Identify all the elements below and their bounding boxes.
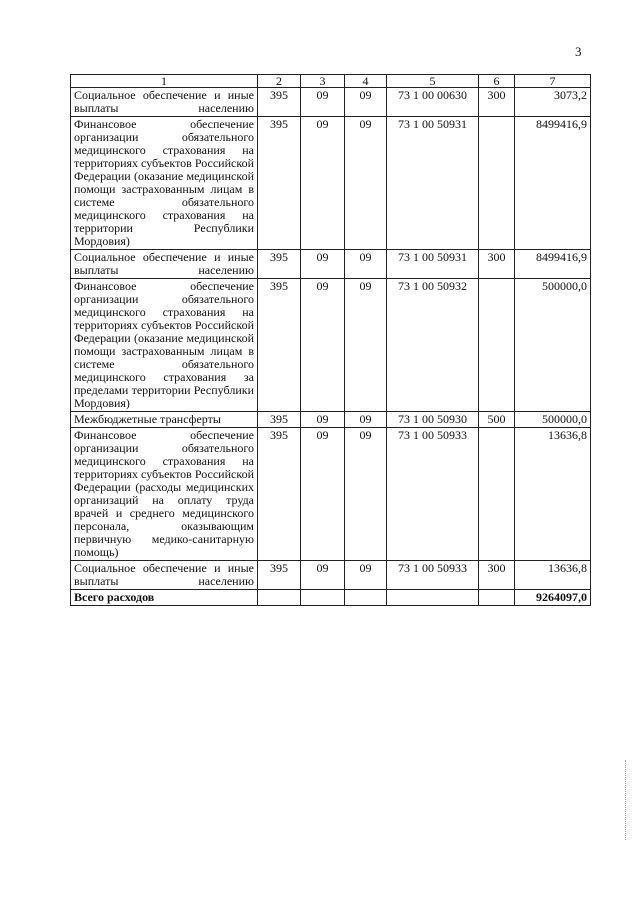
total-row (71, 590, 591, 606)
row-ministry-code: 395 (258, 561, 301, 590)
table-row (71, 88, 591, 117)
row-subsection-code: 09 (345, 279, 387, 412)
row-amount: 13636,8 (515, 428, 591, 561)
row-ministry-code: 395 (258, 117, 301, 250)
table-row (71, 279, 591, 412)
header-cell: 6 (479, 75, 515, 88)
row-amount: 500000,0 (515, 279, 591, 412)
row-target-article: 73 1 00 50930 (387, 412, 479, 428)
total-label: Всего расходов (71, 590, 258, 606)
row-ministry-code: 395 (258, 279, 301, 412)
row-name: Финансовое обеспечение организации обязательного медицинского страхования на территориях субъектов Российской Федерации (оказание медицинской помощи застрахованным лицам в системе обязательного медицинского страхования за пределами территории Республики Мордовия) (71, 279, 258, 412)
table-row (71, 250, 591, 279)
row-name: Финансовое обеспечение организации обязательного медицинского страхования на территориях субъектов Российской Федерации (оказание медицинской помощи застрахованным лицам в системе обязательного медицинского страхования на территории Республики Мордовия) (71, 117, 258, 250)
table-row (71, 428, 591, 561)
row-name: Финансовое обеспечение организации обязательного медицинского страхования на территориях субъектов Российской Федерации (расходы медицинских организаций на оплату труда врачей и среднего медицинского персонала, оказывающим первичную медико-санитарную помощь) (71, 428, 258, 561)
scan-margin-marks (623, 760, 626, 840)
row-name: Социальное обеспечение и иные выплаты населению (71, 561, 258, 590)
empty-cell (387, 590, 479, 606)
row-target-article: 73 1 00 50933 (387, 561, 479, 590)
header-cell: 7 (515, 75, 591, 88)
row-ministry-code: 395 (258, 428, 301, 561)
empty-cell (345, 590, 387, 606)
row-expense-type: 300 (479, 250, 515, 279)
row-section-code: 09 (301, 561, 345, 590)
row-section-code: 09 (301, 250, 345, 279)
row-target-article: 73 1 00 50932 (387, 279, 479, 412)
row-ministry-code: 395 (258, 250, 301, 279)
row-section-code: 09 (301, 88, 345, 117)
row-amount: 8499416,9 (515, 250, 591, 279)
header-cell: 1 (71, 75, 258, 88)
row-amount: 3073,2 (515, 88, 591, 117)
row-name: Социальное обеспечение и иные выплаты населению (71, 250, 258, 279)
row-subsection-code: 09 (345, 428, 387, 561)
row-section-code: 09 (301, 428, 345, 561)
header-row (71, 75, 591, 88)
row-expense-type: 300 (479, 88, 515, 117)
header-cell: 3 (301, 75, 345, 88)
header-cell: 5 (387, 75, 479, 88)
header-cell: 4 (345, 75, 387, 88)
empty-cell (479, 590, 515, 606)
empty-cell (301, 590, 345, 606)
table-row (71, 412, 591, 428)
row-subsection-code: 09 (345, 412, 387, 428)
table-row (71, 561, 591, 590)
row-subsection-code: 09 (345, 561, 387, 590)
row-amount: 13636,8 (515, 561, 591, 590)
row-expense-type: 500 (479, 412, 515, 428)
page-number: 3 (575, 44, 582, 59)
header-cell: 2 (258, 75, 301, 88)
row-amount: 8499416,9 (515, 117, 591, 250)
row-ministry-code: 395 (258, 412, 301, 428)
budget-table (70, 74, 591, 606)
row-target-article: 73 1 00 50931 (387, 117, 479, 250)
empty-cell (258, 590, 301, 606)
row-name: Межбюджетные трансферты (71, 412, 258, 428)
row-expense-type (479, 279, 515, 412)
row-expense-type (479, 117, 515, 250)
row-target-article: 73 1 00 00630 (387, 88, 479, 117)
row-target-article: 73 1 00 50931 (387, 250, 479, 279)
total-amount: 9264097,0 (515, 590, 591, 606)
row-subsection-code: 09 (345, 250, 387, 279)
row-section-code: 09 (301, 117, 345, 250)
row-expense-type: 300 (479, 561, 515, 590)
row-expense-type (479, 428, 515, 561)
row-subsection-code: 09 (345, 117, 387, 250)
table-row (71, 117, 591, 250)
row-name: Социальное обеспечение и иные выплаты населению (71, 88, 258, 117)
row-target-article: 73 1 00 50933 (387, 428, 479, 561)
row-amount: 500000,0 (515, 412, 591, 428)
row-section-code: 09 (301, 412, 345, 428)
row-ministry-code: 395 (258, 88, 301, 117)
row-subsection-code: 09 (345, 88, 387, 117)
row-section-code: 09 (301, 279, 345, 412)
